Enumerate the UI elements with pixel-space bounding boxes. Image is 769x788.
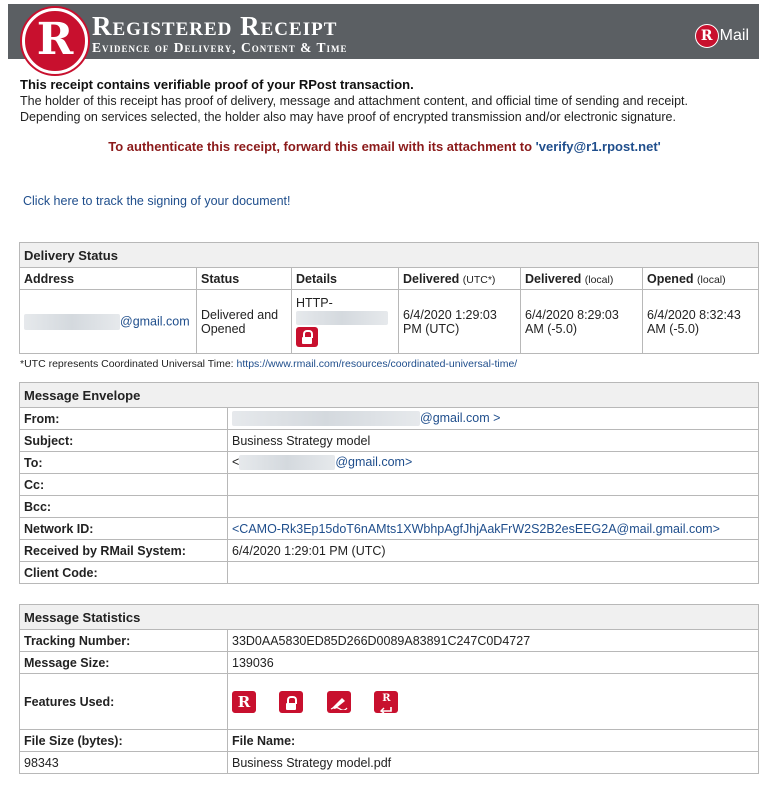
intro-line-2: Depending on services selected, the holder also may have proof of encrypted transmission and/or electronic signature. <box>20 110 676 124</box>
delivered-local-cell: 6/4/2020 8:29:03 AM (-5.0) <box>521 290 643 354</box>
registered-icon: R <box>232 691 256 713</box>
received-value: 6/4/2020 1:29:01 PM (UTC) <box>228 540 759 562</box>
intro-headline: This receipt contains verifiable proof of your RPost transaction. <box>20 77 414 92</box>
col-address: Address <box>20 268 197 290</box>
authenticate-instruction: To authenticate this receipt, forward this email with its attachment to 'verify@r1.rpost.net' <box>108 139 661 154</box>
redacted-block <box>296 311 388 325</box>
redacted-block <box>232 411 420 426</box>
col-opened: Opened (local) <box>643 268 759 290</box>
rpost-logo-icon: R <box>22 8 88 74</box>
to-value: < @gmail.com> <box>228 452 759 474</box>
receipt-title: Registered Receipt <box>92 11 338 41</box>
cc-value <box>228 474 759 496</box>
bcc-value <box>228 496 759 518</box>
col-delivered-local: Delivered (local) <box>521 268 643 290</box>
received-label: Received by RMail System: <box>20 540 228 562</box>
rmail-brand <box>695 24 749 48</box>
utc-note: *UTC represents Coordinated Universal Time: https://www.rmail.com/resources/coordinated-universal-time/ <box>20 358 518 370</box>
utc-info-link[interactable]: https://www.rmail.com/resources/coordinated-universal-time/ <box>236 358 518 370</box>
from-label: From: <box>20 408 228 430</box>
col-status: Status <box>197 268 292 290</box>
cc-label: Cc: <box>20 474 228 496</box>
table-row <box>20 290 759 354</box>
file-size-value: 98343 <box>20 752 228 774</box>
client-code-label: Client Code: <box>20 562 228 584</box>
col-delivered-utc: Delivered (UTC*) <box>399 268 521 290</box>
header-banner <box>8 4 759 65</box>
reply-receipt-icon: R <box>374 691 398 713</box>
table-row <box>20 752 759 774</box>
rmail-logo-icon: R <box>695 24 719 48</box>
delivery-status-table <box>19 242 759 354</box>
status-cell: Delivered and Opened <box>197 290 292 354</box>
address-cell: @gmail.com <box>20 290 197 354</box>
network-id-label: Network ID: <box>20 518 228 540</box>
tracking-label: Tracking Number: <box>20 630 228 652</box>
verify-email-link[interactable]: 'verify@r1.rpost.net' <box>535 139 661 154</box>
statistics-heading: Message Statistics <box>20 605 759 630</box>
track-signing-link[interactable]: Click here to track the signing of your document! <box>23 194 291 208</box>
message-envelope-table <box>19 382 759 584</box>
file-name-value: Business Strategy model.pdf <box>228 752 759 774</box>
file-name-label: File Name: <box>228 730 759 752</box>
envelope-heading: Message Envelope <box>20 383 759 408</box>
features-label: Features Used: <box>20 674 228 730</box>
subject-value: Business Strategy model <box>228 430 759 452</box>
client-code-value <box>228 562 759 584</box>
features-value <box>228 674 759 730</box>
message-size-label: Message Size: <box>20 652 228 674</box>
intro-text <box>20 77 750 125</box>
col-details: Details <box>292 268 399 290</box>
intro-line-1: The holder of this receipt has proof of delivery, message and attachment content, and official time of sending and receipt. <box>20 94 688 108</box>
from-value: @gmail.com > <box>228 408 759 430</box>
network-id-value: <CAMO-Rk3Ep15doT6nAMts1XWbhpAgfJhjAakFrW2S2B2esEEG2A@mail.gmail.com> <box>228 518 759 540</box>
receipt-subtitle: Evidence of Delivery, Content & Time <box>92 40 348 55</box>
file-size-label: File Size (bytes): <box>20 730 228 752</box>
subject-label: Subject: <box>20 430 228 452</box>
redacted-block <box>239 455 335 470</box>
tracking-value: 33D0AA5830ED85D266D0089A83891C247C0D4727 <box>228 630 759 652</box>
redacted-block <box>24 314 120 330</box>
brand-name: Mail <box>719 27 749 44</box>
lock-icon <box>296 327 318 347</box>
message-statistics-table <box>19 604 759 774</box>
opened-cell: 6/4/2020 8:32:43 AM (-5.0) <box>643 290 759 354</box>
to-label: To: <box>20 452 228 474</box>
delivered-utc-cell: 6/4/2020 1:29:03 PM (UTC) <box>399 290 521 354</box>
details-cell: HTTP- <box>292 290 399 354</box>
bcc-label: Bcc: <box>20 496 228 518</box>
delivery-status-heading: Delivery Status <box>20 243 759 268</box>
message-size-value: 139036 <box>228 652 759 674</box>
esign-icon <box>327 691 351 713</box>
lock-icon <box>279 691 303 713</box>
